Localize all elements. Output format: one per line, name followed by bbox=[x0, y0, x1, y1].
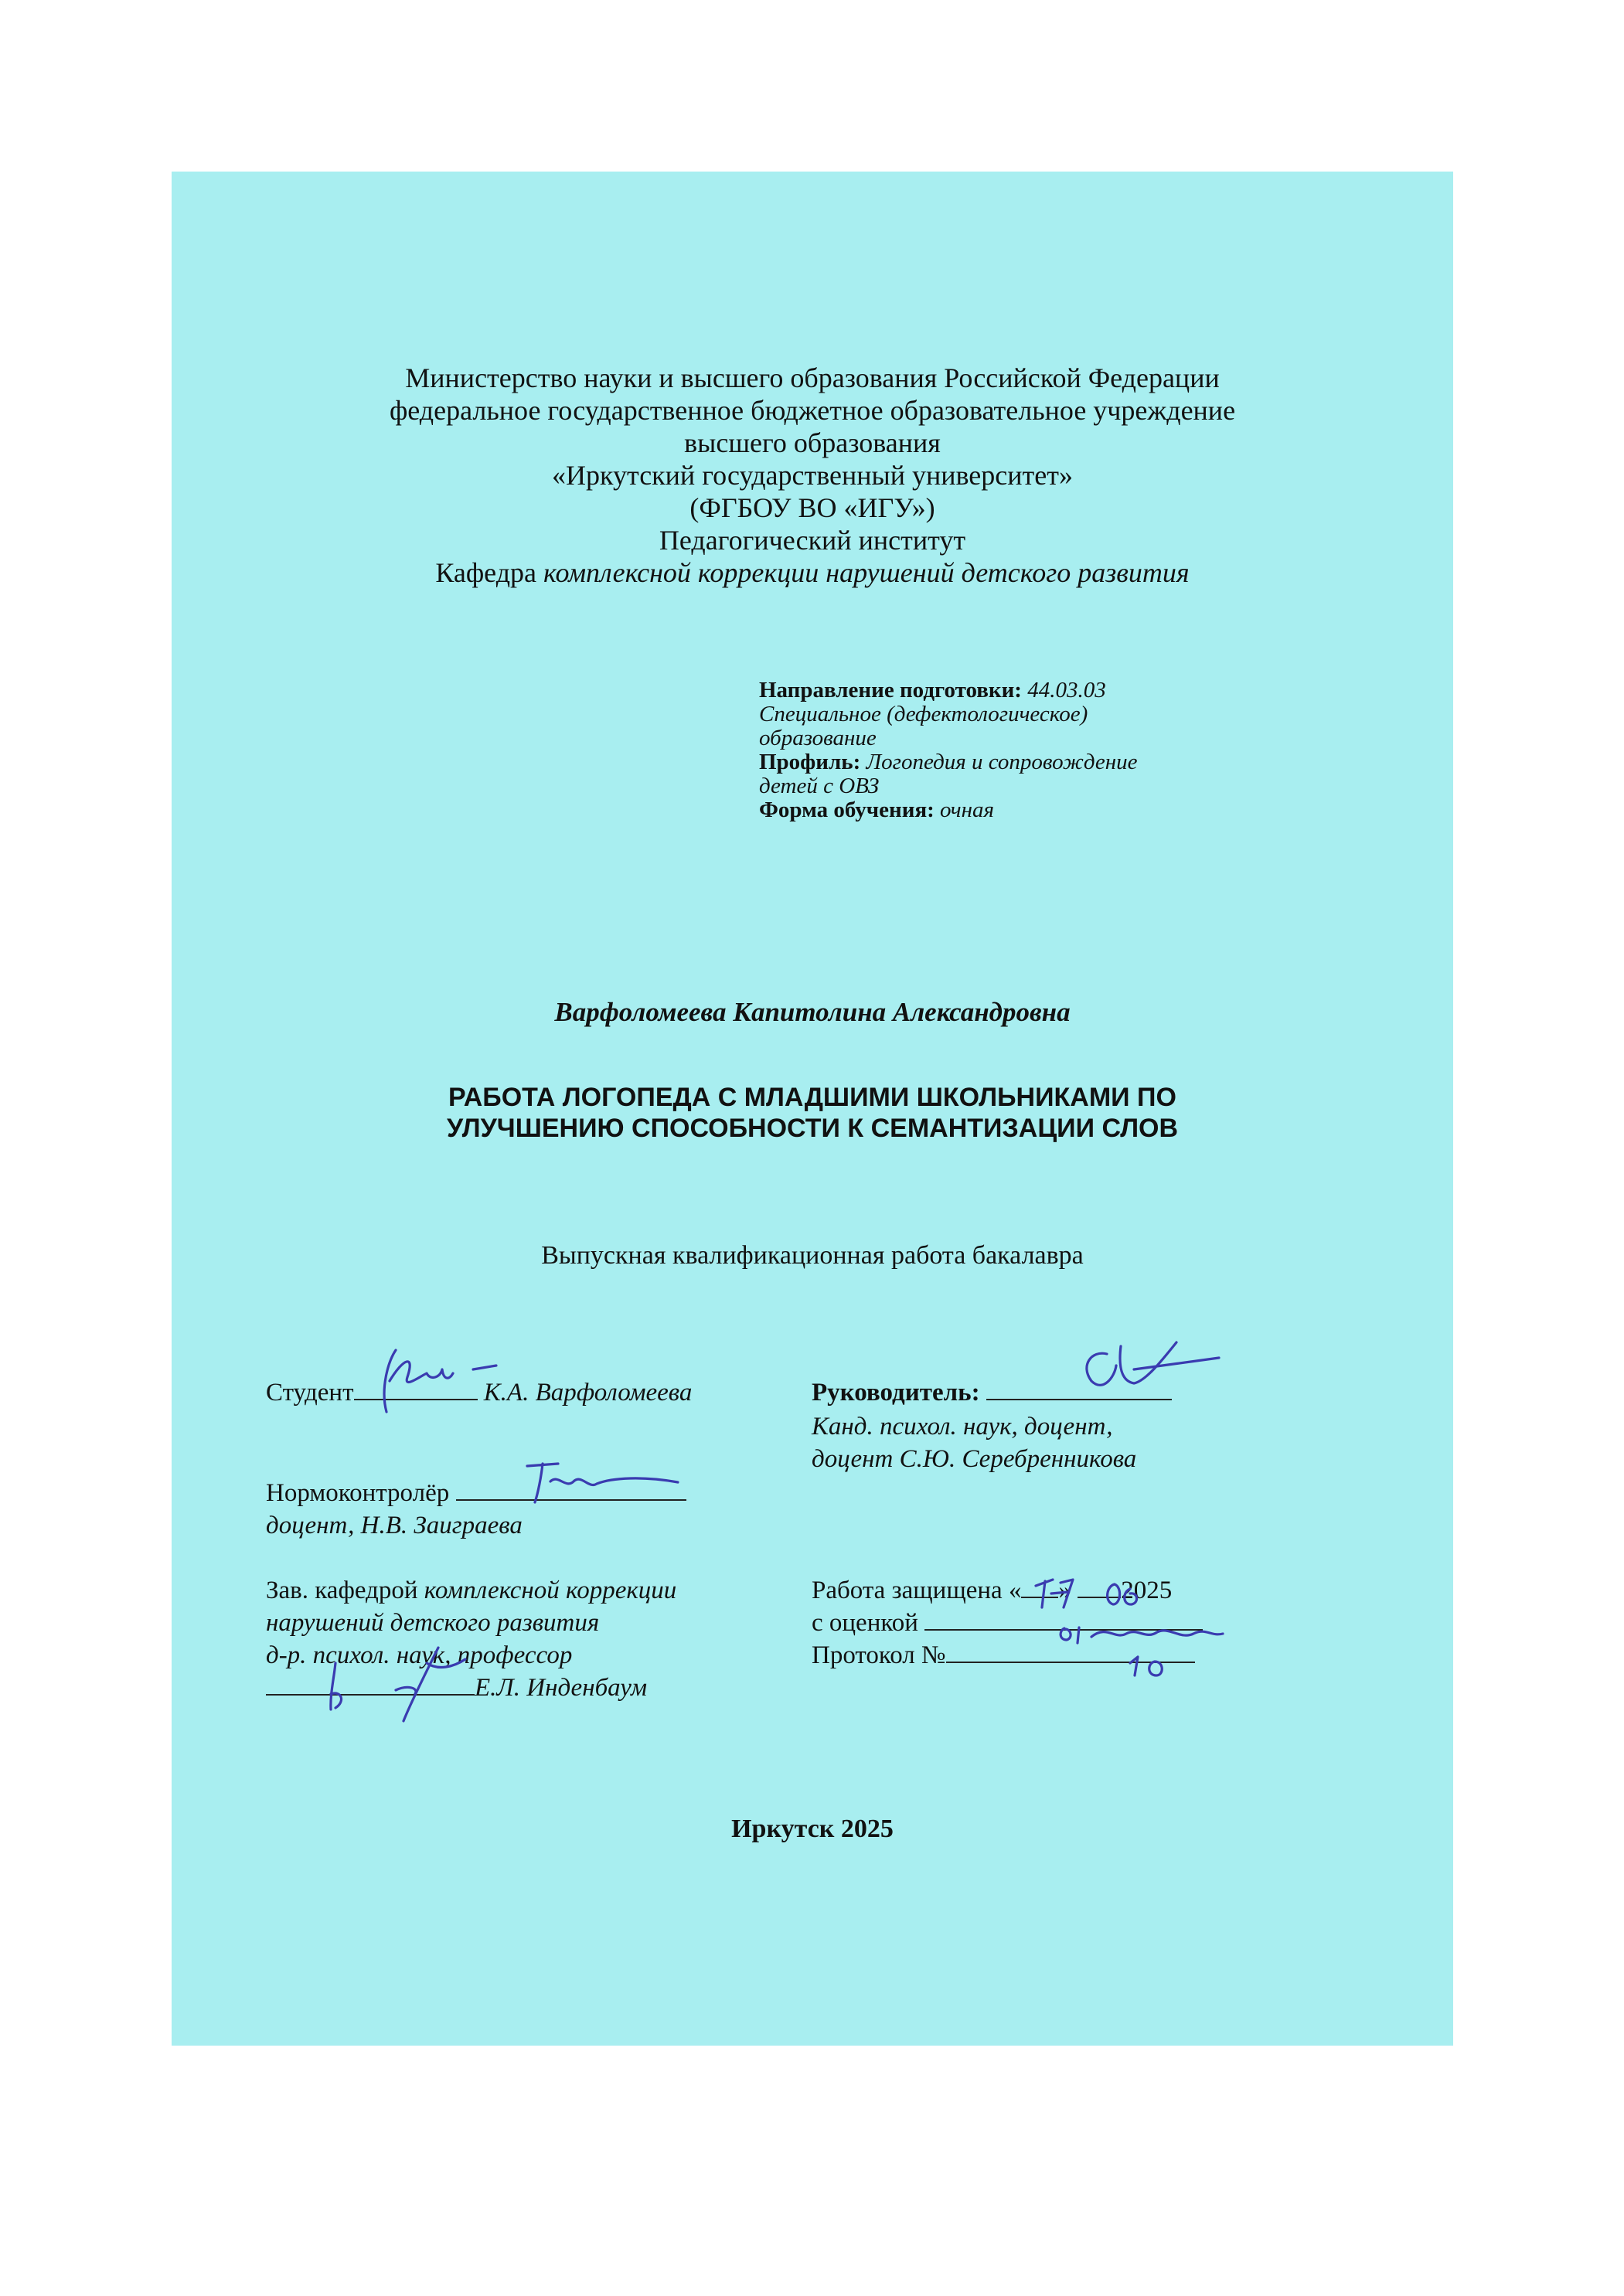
education-level-line: высшего образования bbox=[684, 427, 941, 458]
head-signature-line bbox=[266, 1672, 647, 1703]
normcontrol-name: доцент, Н.В. Заиграева bbox=[266, 1512, 523, 1539]
thesis-title-line-1: РАБОТА ЛОГОПЕДА С МЛАДШИМИ ШКОЛЬНИКАМИ ПО bbox=[448, 1083, 1176, 1112]
university-abbreviation: (ФГБОУ ВО «ИГУ») bbox=[689, 492, 935, 523]
city-year: Иркутск 2025 bbox=[731, 1815, 894, 1843]
author-name: Варфоломеева Капитолина Александровна bbox=[554, 997, 1071, 1027]
head-chair-1: комплексной коррекции bbox=[424, 1577, 677, 1604]
normcontrol-signature-blank bbox=[456, 1478, 686, 1501]
protocol-line bbox=[812, 1640, 1195, 1671]
form-value: очная bbox=[934, 798, 994, 822]
student-label: Студент bbox=[266, 1379, 354, 1407]
supervisor-degree: Канд. психол. наук, доцент, bbox=[812, 1413, 1113, 1441]
institute-name: Педагогический институт bbox=[659, 525, 966, 556]
grade-line bbox=[812, 1607, 1203, 1638]
normcontrol-label: Нормоконтролёр bbox=[266, 1479, 450, 1507]
protocol-blank bbox=[946, 1640, 1195, 1663]
thesis-title-line-2: УЛУЧШЕНИЮ СПОСОБНОСТИ К СЕМАНТИЗАЦИИ СЛОВ bbox=[446, 1114, 1179, 1143]
chair-name: комплексной коррекции нарушений детского развития bbox=[543, 557, 1190, 588]
institution-type-line: федеральное государственное бюджетное образовательное учреждение bbox=[389, 395, 1236, 426]
chair-line bbox=[172, 556, 1453, 589]
defended-label: Работа защищена « bbox=[812, 1577, 1022, 1604]
direction-name-2: образование bbox=[759, 726, 877, 750]
head-label: Зав. кафедрой bbox=[266, 1577, 424, 1604]
head-title-line bbox=[266, 1575, 676, 1606]
supervisor-signature-blank bbox=[986, 1377, 1172, 1400]
defense-quote: » bbox=[1058, 1577, 1071, 1604]
grade-label: с оценкой bbox=[812, 1609, 918, 1637]
head-signature-blank bbox=[266, 1672, 475, 1696]
ministry-line: Министерство науки и высшего образования Российской Федерации bbox=[405, 362, 1220, 393]
profile-value-2: детей с ОВЗ bbox=[759, 774, 880, 798]
program-info bbox=[759, 679, 1192, 822]
profile-label: Профиль: bbox=[759, 750, 861, 774]
student-signature-blank bbox=[354, 1377, 478, 1400]
head-chair-2: нарушений детского развития bbox=[266, 1609, 600, 1637]
chair-prefix: Кафедра bbox=[435, 557, 543, 588]
grade-blank bbox=[924, 1607, 1203, 1631]
defense-date-line bbox=[812, 1575, 1172, 1606]
university-name: «Иркутский государственный университет» bbox=[552, 460, 1073, 491]
defense-year: 2025 bbox=[1121, 1577, 1173, 1604]
direction-name-1: Специальное (дефектологическое) bbox=[759, 702, 1088, 726]
student-name: К.А. Варфоломеева bbox=[483, 1379, 693, 1407]
supervisor-block bbox=[812, 1377, 1172, 1408]
form-label: Форма обучения: bbox=[759, 798, 935, 822]
profile-value-1: Логопедия и сопровождение bbox=[860, 750, 1138, 774]
normcontrol-signature-line bbox=[266, 1478, 686, 1509]
defense-day-blank bbox=[1021, 1575, 1058, 1598]
supervisor-label: Руководитель: bbox=[812, 1379, 980, 1407]
supervisor-name: доцент С.Ю. Серебренникова bbox=[812, 1445, 1137, 1473]
defense-month-blank bbox=[1078, 1575, 1121, 1598]
work-type: Выпускная квалификационная работа бакалавра bbox=[541, 1241, 1084, 1270]
title-sheet bbox=[172, 172, 1453, 2046]
student-signature-line bbox=[266, 1377, 692, 1408]
protocol-label: Протокол № bbox=[812, 1641, 946, 1669]
direction-label: Направление подготовки: bbox=[759, 678, 1022, 702]
direction-code: 44.03.03 bbox=[1021, 678, 1106, 702]
head-degree: д-р. психол. наук, профессор bbox=[266, 1641, 573, 1669]
head-name: Е.Л. Инденбаум bbox=[475, 1674, 648, 1702]
